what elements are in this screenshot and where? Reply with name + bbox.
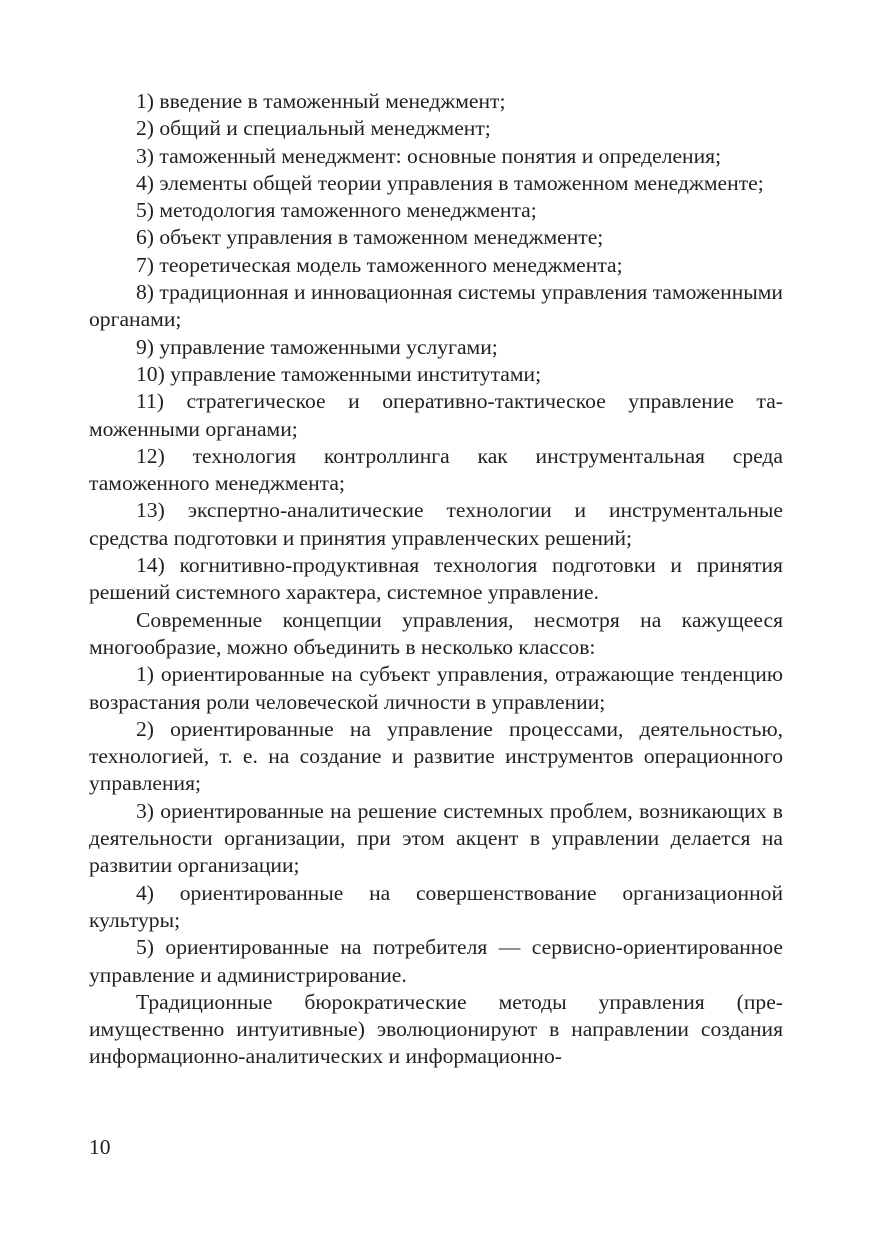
list-item: 1) введение в таможенный менеджмент;: [136, 89, 506, 113]
list-item: 10) управление таможенными институтами;: [136, 361, 542, 386]
list-item: 12) технология контроллинга как инструментальная среда таможенного менеджмента;: [89, 443, 783, 496]
list-item: 13) экспертно-аналитические технологии и инструментальные средства подготовки и принятия управленческих решений;: [89, 498, 783, 550]
list-item: 1) ориентированные на субъект управления, отражающие тенденцию возрастания роли человеческой личности в управлении;: [89, 662, 783, 714]
list-item: 6) объект управления в таможенном менеджменте;: [136, 225, 604, 250]
page-number: 10: [89, 1135, 111, 1159]
paragraph: Традиционные бюрократические методы управления (преимущественно интуитивные) эволюционируют в направлении создания информационно-аналитических и информационно-: [89, 989, 783, 1069]
list-item: 3) ориентированные на решение системных проблем, возникающих в деятельности организации, при этом акцент в управлении делается на развитии организации;: [89, 798, 783, 878]
list-item: 5) ориентированные на потребителя — сервисно-ориентированное управление и администрирование.: [89, 935, 783, 987]
paragraph: Современные концепции управления, несмотря на кажущееся многообразие, можно объединить в несколько классов:: [89, 607, 783, 659]
list-item: 8) традиционная и инновационная системы управления таможенными органами;: [89, 280, 783, 332]
body-text: [89, 88, 783, 1071]
list-item: 14) когнитивно-продуктивная технология подготовки и принятия решений системного характера, системное управление.: [89, 553, 783, 605]
list-item: 11) стратегическое и оперативно-тактическое управление таможенными органами;: [89, 389, 783, 441]
list-item: 7) теоретическая модель таможенного менеджмента;: [136, 252, 623, 277]
list-item: 4) элементы общей теории управления в таможенном менеджменте;: [136, 170, 764, 195]
list-item: 4) ориентированные на совершенствование организационной культуры;: [89, 880, 783, 932]
list-item: 9) управление таможенными услугами;: [136, 334, 498, 359]
list-item: 2) ориентированные на управление процессами, деятельностью, технологией, т. е. на создание и развитие инструментов операционного управления;: [89, 716, 783, 796]
list-item: 2) общий и специальный менеджмент;: [136, 116, 491, 141]
list-item: 3) таможенный менеджмент: основные понятия и определения;: [136, 143, 722, 168]
list-item: 5) методология таможенного менеджмента;: [136, 198, 537, 223]
